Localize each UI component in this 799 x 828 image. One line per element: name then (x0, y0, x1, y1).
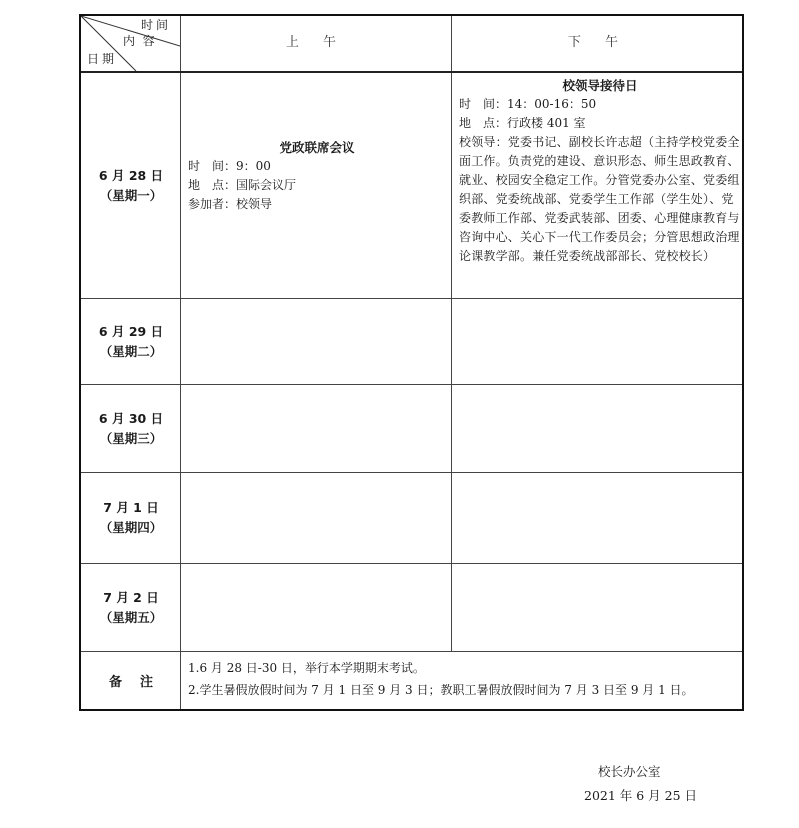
date-cell-friday (81, 564, 181, 651)
date-cell-thursday (81, 473, 181, 563)
corner-label-time: 时间 (141, 18, 172, 32)
event-title: 校领导接待日 (562, 78, 638, 93)
column-divider-ampm (451, 16, 452, 651)
column-header-morning: 上 午 (285, 35, 347, 50)
date-label: 6 月 29 日 (98, 323, 164, 339)
event-time: 时 间：9：00 (188, 159, 271, 173)
notes-body (188, 657, 694, 701)
event-place: 地 点：行政楼 401 室 (459, 116, 586, 130)
weekday-label: （星期一） (99, 187, 163, 203)
date-cell-wednesday (81, 385, 181, 472)
event-morning-meeting (188, 138, 446, 214)
date-label: 7 月 1 日 (103, 500, 159, 515)
event-leader-description: 校领导：党委书记、副校长许志超（主持学校党委全面工作。负责党的建设、意识形态、师生思政教育、就业、校园安全稳定工作。分管党委办公室、党委组织部、党委统战部、党委学生工作部（学生处）、党委教师工作部、党委武装部、团委、心理健康教育与咨询中心、关心下一代工作委员会；分管思想政治理论课教学部。兼任党委统战部部长、党校校长） (459, 135, 740, 263)
notes-label: 备注 (108, 675, 171, 690)
footer-date: 2021 年 6 月 25 日 (584, 788, 698, 803)
corner-label-date: 日期 (87, 52, 118, 66)
date-label: 7 月 2 日 (103, 589, 159, 605)
date-cell-monday (81, 73, 181, 298)
event-title: 党政联席会议 (279, 140, 355, 155)
date-cell-tuesday (81, 299, 181, 384)
date-label: 6 月 28 日 (98, 167, 164, 183)
event-attendees: 参加者：校领导 (188, 197, 273, 211)
column-header-afternoon: 下 午 (567, 35, 629, 50)
event-time: 时 间：14：00-16：50 (459, 97, 597, 111)
weekday-label: （星期四） (99, 520, 163, 535)
corner-label-content: 内 容 (123, 34, 155, 48)
event-place: 地 点：国际会议厅 (188, 178, 297, 192)
event-afternoon-reception (459, 76, 741, 266)
header-corner-cell (81, 16, 180, 71)
note-line: 1.6 月 28 日-30 日，举行本学期期末考试。 (188, 661, 425, 675)
weekday-label: （星期二） (99, 343, 163, 359)
date-label: 6 月 30 日 (98, 410, 164, 426)
schedule-table (79, 14, 744, 711)
footer-office: 校长办公室 (598, 764, 661, 779)
note-line: 2.学生暑假放假时间为 7 月 1 日至 9 月 3 日；教职工暑假放假时间为 7 月 3 日至 9 月 1 日。 (188, 683, 694, 697)
weekday-label: （星期三） (99, 430, 163, 446)
weekday-label: （星期五） (99, 609, 163, 625)
